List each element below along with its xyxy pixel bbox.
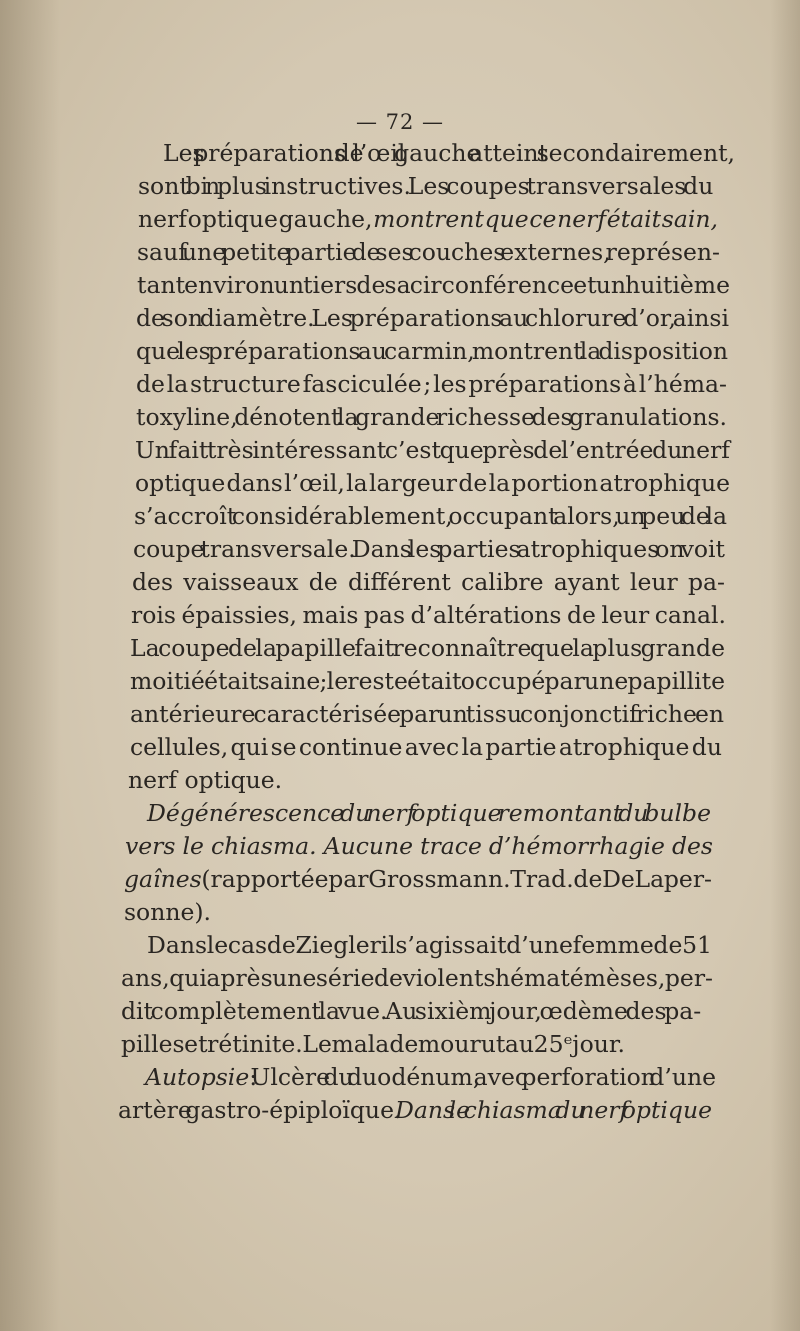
italic-text-segment: Autopsie [145, 1063, 250, 1091]
text-segment: optique dans l’œil, la largeur de la portion atrophique [135, 469, 730, 497]
text-line [133, 534, 725, 564]
text-line [136, 369, 727, 399]
text-line [131, 600, 726, 630]
text-segment: que les préparations au carmin, montrent la disposition [136, 337, 728, 365]
text-segment: tant environ un tiers de sa circonférence et un huitième [137, 271, 730, 299]
text-line [130, 699, 724, 729]
text-segment: nerf optique gauche, [138, 205, 374, 233]
text-line [138, 171, 713, 201]
text-segment: nerf optique. [128, 766, 283, 794]
text-line [137, 270, 730, 300]
text-segment: sont bi n plus instructives. Les coupes transversales du [138, 172, 714, 200]
text-line [132, 567, 725, 597]
page-edge-shadow [0, 0, 60, 1331]
text-segment: antérieure caractérisée par un tissu conjonctif riche en [130, 700, 724, 728]
text-segment: sauf une petite partie de ses couches externes, représen- [137, 238, 720, 266]
text-segment: La coupe de la papille fait reconnaître que la plus grande [130, 634, 725, 662]
text-line [130, 732, 722, 762]
page-right-shadow [770, 0, 800, 1331]
text-segment: Les préparations de l’œil gauche atteint secondairement, [163, 139, 735, 167]
italic-text-segment: gaînes [124, 865, 202, 893]
text-line [147, 798, 711, 828]
text-line [135, 435, 730, 465]
italic-text-segment: montrent que ce nerf était sain, [373, 205, 718, 233]
text-line [147, 930, 712, 960]
text-line [121, 1029, 625, 1059]
text-segment: (rapportée par Grossmann. Trad. de De La per- [201, 865, 712, 893]
text-line [121, 963, 713, 993]
text-line [136, 402, 727, 432]
italic-text-segment: Dans le chiasma du nerf optique [395, 1096, 712, 1124]
text-line [130, 666, 725, 696]
text-line [136, 303, 729, 333]
text-segment: ans, qui après une série de violents hématémèses, per- [121, 964, 713, 992]
text-segment: sonne). [124, 898, 212, 926]
text-segment: : Ulcère du duodénum, avec perforation d’une [249, 1063, 716, 1091]
text-line [121, 996, 701, 1026]
text-segment: moitié était saine ; le reste était occupé par une papillite [130, 667, 725, 695]
text-line [138, 204, 718, 234]
page-number: — 72 — [355, 110, 445, 134]
text-line [137, 237, 720, 267]
text-segment: pilles et rétinite. Le malade mourut au 25ᵉ jour. [121, 1030, 625, 1058]
text-segment: des vaisseaux de différent calibre ayant leur pa- [132, 568, 725, 596]
italic-text-segment: Dégénérescence du nerf optique remontant du bulbe [147, 799, 711, 827]
text-segment: toxyline, dénotent la grande richesse des granulations. [136, 403, 727, 431]
text-line [136, 336, 728, 366]
text-line [118, 1095, 712, 1125]
text-segment: cellules, qui se continue avec la partie atrophique du [130, 733, 722, 761]
text-segment: de son diamètre. Les préparations au chlorure d’or, ainsi [136, 304, 729, 332]
italic-text-segment: vers le chiasma. Aucune trace d’hémorrhagie des [125, 832, 713, 860]
text-segment: Dans le cas de Ziegler il s’agissait d’une femme de 51 [147, 931, 712, 959]
text-line [130, 633, 725, 663]
text-line [124, 864, 712, 894]
text-segment: coupe transversale. Dans les parties atrophiques on voit [133, 535, 725, 563]
text-segment: s’accroît considérablement, occupant alors, un peu de la [134, 502, 727, 530]
text-segment: dit complètement la vue. Au sixièm jour, œdème des pa- [121, 997, 702, 1025]
text-line [135, 468, 730, 498]
text-segment: de la structure fasciculée ; les préparations à l’héma- [136, 370, 727, 398]
text-segment: rois épaissies, mais pas d’altérations de leur canal. [131, 601, 726, 629]
text-segment: Un fait très intéressant c’est que près de l’entrée du nerf [135, 436, 730, 464]
text-line [145, 1062, 716, 1092]
text-segment: artère gastro-épiploïque. [118, 1096, 396, 1124]
text-line [128, 765, 282, 795]
text-line [125, 831, 713, 861]
text-line [124, 897, 211, 927]
text-line [163, 138, 735, 168]
text-line [134, 501, 727, 531]
